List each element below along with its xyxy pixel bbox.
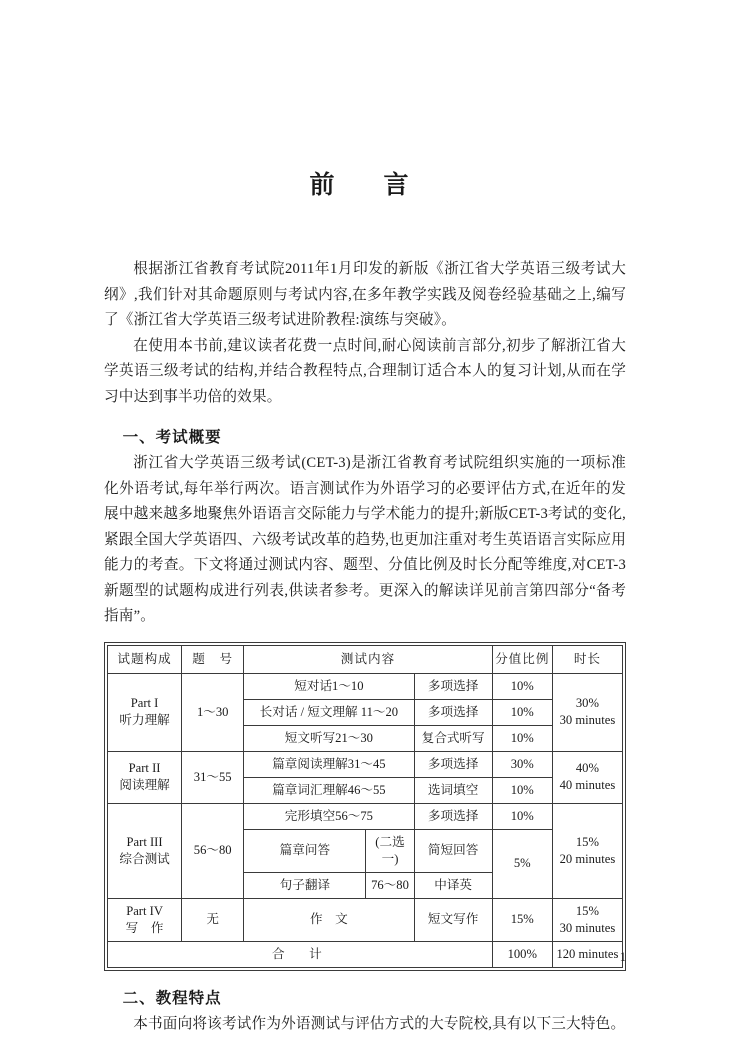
row-type-3-3: 中译英 (414, 872, 492, 898)
exam-structure-table-frame (104, 642, 626, 971)
row-content-4-1: 作 文 (244, 898, 414, 941)
part-label-cn-3: 综合测试 (110, 851, 179, 868)
row-qnum-1: 1～30 (182, 673, 244, 751)
row-qnum-2: 31～55 (182, 751, 244, 803)
summary-duration: 120 minutes (552, 941, 622, 967)
section-body-2: 本书面向将该考试作为外语测试与评估方式的大专院校,具有以下三大特色。 (104, 1012, 626, 1037)
summary-label: 合 计 (108, 941, 493, 967)
table-row (108, 803, 623, 829)
table-header-row (108, 645, 623, 673)
exam-structure-table (107, 645, 623, 968)
row-part-4 (108, 898, 182, 941)
row-type-3-1: 多项选择 (414, 803, 492, 829)
row-content-3-2: 篇章问答 (244, 829, 366, 872)
row-type-1-3: 复合式听写 (414, 725, 492, 751)
summary-score: 100% (492, 941, 552, 967)
table-row (108, 898, 623, 941)
row-qnum-4: 无 (182, 898, 244, 941)
row-score-1-3: 10% (492, 725, 552, 751)
row-type-1-2: 多项选择 (414, 699, 492, 725)
row-part-1 (108, 673, 182, 751)
row-score-3-2: 5% (492, 829, 552, 898)
row-duration-1 (552, 673, 622, 751)
row-score-2-1: 30% (492, 751, 552, 777)
table-row (108, 673, 623, 699)
row-type-2-1: 多项选择 (414, 751, 492, 777)
row-note-3-2: (二选一) (366, 829, 414, 872)
row-score-4-1: 15% (492, 898, 552, 941)
part-label-1: Part I (110, 695, 179, 712)
row-duration-2 (552, 751, 622, 803)
header-content: 测试内容 (244, 645, 492, 673)
row-content-1-3: 短文听写21～30 (244, 725, 414, 751)
row-qnum-3: 56～80 (182, 803, 244, 898)
paragraph-2: 在使用本书前,建议读者花费一点时间,耐心阅读前言部分,初步了解浙江省大学英语三级考试的结构,并结合教程特点,合理制订适合本人的复习计划,从而在学习中达到事半功倍的效果。 (104, 334, 626, 411)
table-row (108, 751, 623, 777)
row-duration-4 (552, 898, 622, 941)
header-part: 试题构成 (108, 645, 182, 673)
row-score-1-1: 10% (492, 673, 552, 699)
section-heading-2: 二、教程特点 (104, 986, 626, 1008)
section-body-1: 浙江省大学英语三级考试(CET-3)是浙江省教育考试院组织实施的一项标准化外语考试,每年举行两次。语言测试作为外语学习的必要评估方式,在近年的发展中越来越多地聚焦外语语言交际能力与学术能力的提升;新版CET-3考试的变化,紧跟全国大学英语四、六级考试改革的趋势,也更加注重对考生英语语言实际应用能力的考查。下文将通过测试内容、题型、分值比例及时长分配等维度,对CET-3新题型的试题构成进行列表,供读者参考。更深入的解读详见前言第四部分“备考指南”。 (104, 451, 626, 630)
row-score-3-1: 10% (492, 803, 552, 829)
row-part-2 (108, 751, 182, 803)
row-range-3-3: 76～80 (366, 872, 414, 898)
duration-2: 40 minutes (555, 777, 620, 794)
row-content-1-1: 短对话1～10 (244, 673, 414, 699)
part-label-4: Part IV (110, 903, 179, 920)
part-label-cn-4: 写 作 (110, 920, 179, 937)
row-part-3 (108, 803, 182, 898)
header-qnum: 题 号 (182, 645, 244, 673)
part-label-3: Part III (110, 834, 179, 851)
row-type-1-1: 多项选择 (414, 673, 492, 699)
row-duration-3 (552, 803, 622, 898)
section-heading-1: 一、考试概要 (104, 425, 626, 447)
table-summary-row (108, 941, 623, 967)
row-type-4-1: 短文写作 (414, 898, 492, 941)
paragraph-1: 根据浙江省教育考试院2011年1月印发的新版《浙江省大学英语三级考试大纲》,我们针对其命题原则与考试内容,在多年教学实践及阅卷经验基础之上,编写了《浙江省大学英语三级考试进阶教程:演练与突破》。 (104, 257, 626, 334)
row-content-2-2: 篇章词汇理解46～55 (244, 777, 414, 803)
row-content-2-1: 篇章阅读理解31～45 (244, 751, 414, 777)
total-score-3: 15% (555, 834, 620, 851)
duration-4: 30 minutes (555, 920, 620, 937)
header-duration: 时长 (552, 645, 622, 673)
row-content-3-3: 句子翻译 (244, 872, 366, 898)
duration-1: 30 minutes (555, 712, 620, 729)
duration-3: 20 minutes (555, 851, 620, 868)
part-label-cn-1: 听力理解 (110, 712, 179, 729)
row-content-1-2: 长对话 / 短文理解 11～20 (244, 699, 414, 725)
total-score-1: 30% (555, 695, 620, 712)
page-number: 1 (620, 950, 626, 965)
total-score-2: 40% (555, 760, 620, 777)
part-label-cn-2: 阅读理解 (110, 777, 179, 794)
total-score-4: 15% (555, 903, 620, 920)
part-label-2: Part II (110, 760, 179, 777)
row-score-1-2: 10% (492, 699, 552, 725)
row-type-3-2: 简短回答 (414, 829, 492, 872)
page-title: 前 言 (104, 165, 626, 201)
row-score-2-2: 10% (492, 777, 552, 803)
intro-paragraphs (104, 257, 626, 410)
header-score: 分值比例 (492, 645, 552, 673)
row-content-3-1: 完形填空56～75 (244, 803, 414, 829)
row-type-2-2: 选词填空 (414, 777, 492, 803)
